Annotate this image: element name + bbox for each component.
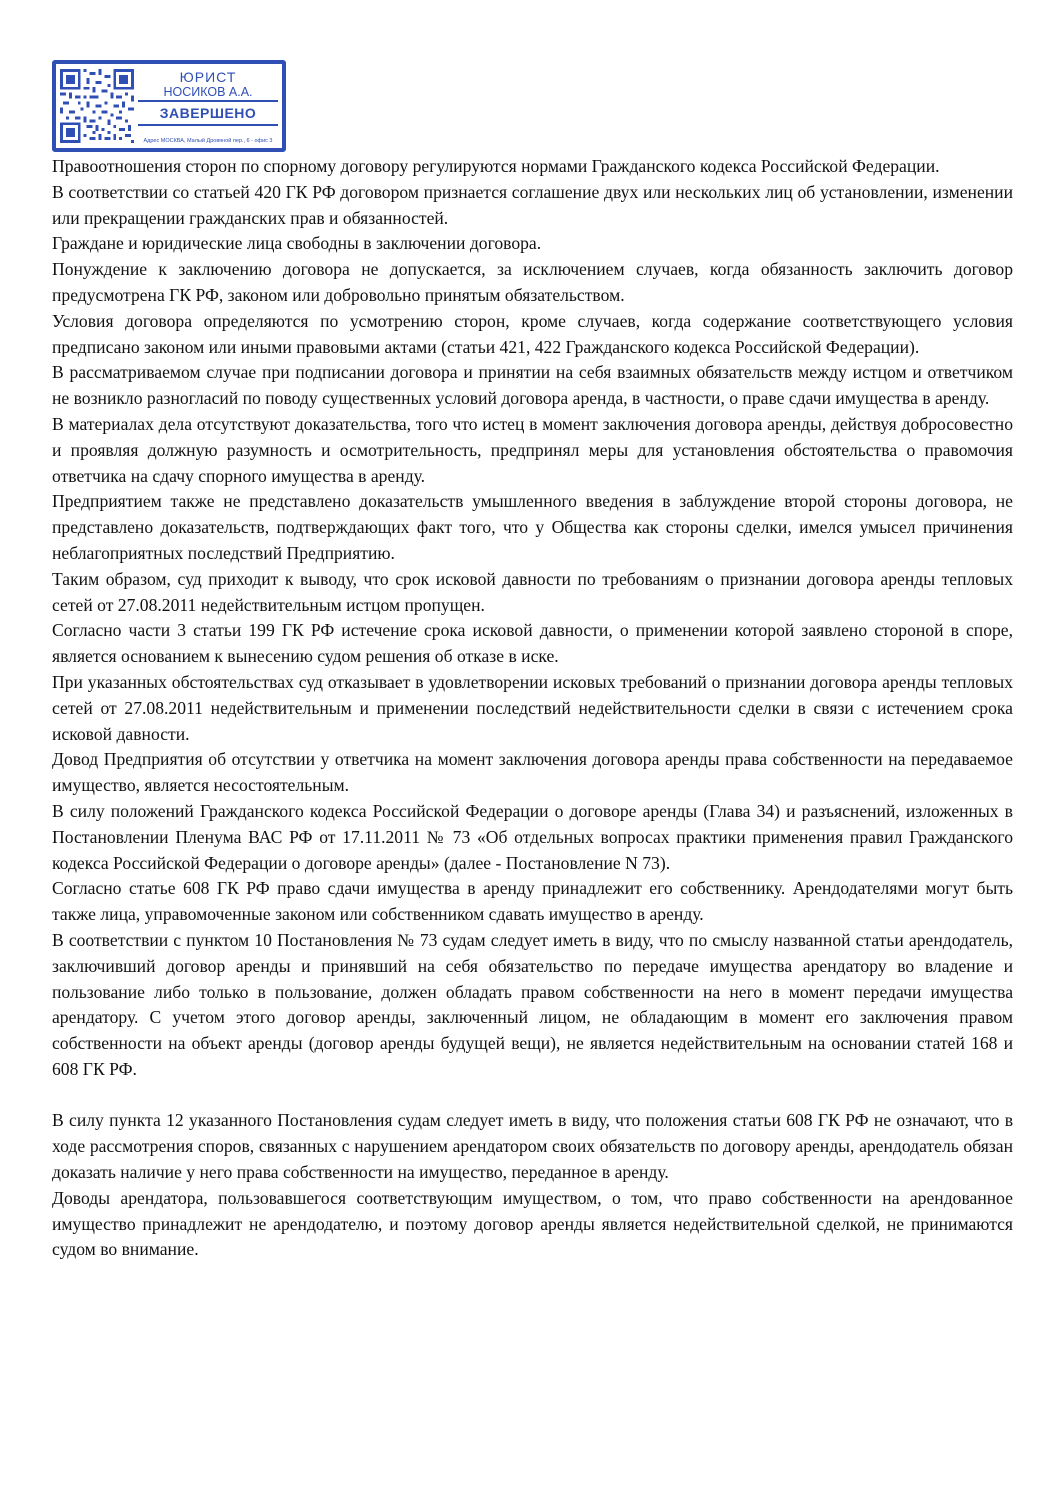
- lawyer-stamp: [52, 60, 286, 152]
- paragraph: Понуждение к заключению договора не допускается, за исключением случаев, когда обязанность заключить договор предусмотрена ГК РФ, законом или добровольно принятым обязательством.: [52, 259, 1013, 305]
- paragraph: Граждане и юридические лица свободны в заключении договора.: [52, 233, 542, 254]
- stamp-address: Адрес МОСКВА, Малый Дровяной пер., 6 - офис 3: [143, 138, 273, 144]
- paragraph: В соответствии с пунктом 10 Постановления № 73 судам следует иметь в виду, что по смыслу названной статьи арендодатель, заключивший договор аренды и принявший на себя обязательство по передаче имущества арендатору во владение и пользование либо только в пользование, должен обладать правом собственности на него в момент передачи имущества арендатору. С учетом этого договор аренды, заключенный лицом, не обладающим в момент его заключения правом собственности на объект аренды (договор аренды будущей вещи), не является недействительным на основании статей 168 и 608 ГК РФ.: [52, 929, 1013, 1079]
- paragraph: Условия договора определяются по усмотрению сторон, кроме случаев, когда содержание соответствующего условия предписано законом или иными правовыми актами (статьи 421, 422 Гражданского кодекса Российской Федерации).: [52, 310, 1013, 357]
- paragraph: В силу положений Гражданского кодекса Российской Федерации о договоре аренды (Глава 34) и разъяснений, изложенных в Постановлении Пленума ВАС РФ от 17.11.2011 № 73 «Об отдельных вопросах практики применения правил Гражданского кодекса Российской Федерации о договоре аренды» (далее - Постановление N 73).: [52, 800, 1013, 873]
- stamp-divider: [138, 100, 278, 102]
- paragraph: Согласно части 3 статьи 199 ГК РФ истечение срока исковой давности, о применении которой заявлено стороной в споре, является основанием к вынесению судом решения об отказе в иске.: [52, 620, 1013, 667]
- stamp-lawyer-name: НОСИКОВ А.А.: [163, 85, 253, 99]
- paragraph: Довод Предприятия об отсутствии у ответчика на момент заключения договора аренды права собственности на передаваемое имущество, является несостоятельным.: [52, 749, 1013, 796]
- paragraph: В рассматриваемом случае при подписании договора и принятии на себя взаимных обязательств между истцом и ответчиком не возникло разногласий по поводу существенных условий договора аренда, в частности, о праве сдачи имущества в аренду.: [52, 362, 1013, 409]
- stamp-title: ЮРИСТ: [179, 69, 237, 85]
- stamp-status: ЗАВЕРШЕНО: [159, 105, 257, 121]
- document-body: [52, 154, 1013, 1263]
- paragraph: Правоотношения сторон по спорному договору регулируются нормами Гражданского кодекса Российской Федерации.: [52, 156, 940, 176]
- stamp-divider: [138, 124, 278, 126]
- paragraph: Предприятием также не представлено доказательств умышленного введения в заблуждение второй стороны договора, не представлено доказательств, подтверждающих факт того, что у Общества как стороны сделки, имелся умысел причинения неблагоприятных последствий Предприятию.: [52, 491, 1013, 563]
- qr-code-icon: [60, 68, 134, 144]
- paragraph: При указанных обстоятельствах суд отказывает в удовлетворении исковых требований о признании договора аренды тепловых сетей от 27.08.2011 недействительным и применении последствий недействительности сделки в связи с истечением срока исковой давности.: [52, 671, 1013, 744]
- paragraph: Доводы арендатора, пользовавшегося соответствующим имуществом, о том, что право собственности на арендованное имущество принадлежит не арендодателю, и поэтому договор аренды является недействительной сделкой, не принимаются судом во внимание.: [52, 1187, 1013, 1260]
- paragraph: В силу пункта 12 указанного Постановления судам следует иметь в виду, что положения статьи 608 ГК РФ не означают, что в ходе рассмотрения споров, связанных с нарушением арендатором своих обязательств по договору аренды, арендодатель обязан доказать наличие у него права собственности на имущество, переданное в аренду.: [52, 1110, 1013, 1183]
- paragraph: Согласно статье 608 ГК РФ право сдачи имущества в аренду принадлежит его собственнику. Арендодателями могут быть также лица, управомоченные законом или собственником сдавать имущество в аренду.: [52, 878, 1013, 925]
- paragraph: Таким образом, суд приходит к выводу, что срок исковой давности по требованиям о признании договора аренды тепловых сетей от 27.08.2011 недействительным истцом пропущен.: [52, 568, 1013, 615]
- paragraph: В материалах дела отсутствуют доказательства, того что истец в момент заключения договора аренды, действуя добросовестно и проявляя должную разумность и осмотрительность, предпринял меры для установления обстоятельства о правомочия ответчика на сдачу спорного имущества в аренду.: [52, 413, 1013, 486]
- paragraph: В соответствии со статьей 420 ГК РФ договором признается соглашение двух или нескольких лиц об установлении, изменении или прекращении гражданских прав и обязанностей.: [52, 181, 1013, 228]
- stamp-text: [138, 68, 278, 144]
